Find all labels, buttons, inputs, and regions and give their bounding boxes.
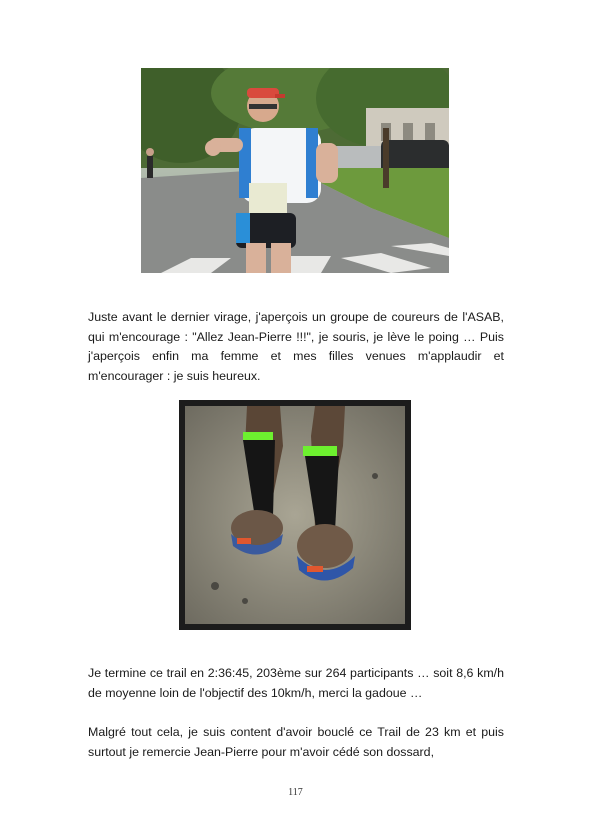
muddy-legs-photo xyxy=(185,406,405,624)
muddy-legs-photo-frame xyxy=(179,400,411,630)
paragraph-race-result: Je termine ce trail en 2:36:45, 203ème sur 264 participants … soit 8,6 km/h de moyenne loin de l'objectif des 10km/h, merci la gadoue … xyxy=(88,666,504,700)
muddy-legs-photo-image xyxy=(185,406,405,624)
paragraph-asab-encouragement: Juste avant le dernier virage, j'aperçois un groupe de coureurs de l'ASAB, qui m'encourage : "Allez Jean-Pierre !!!", je souris, je lève le poing … Puis j'aperçois enfin ma femme et mes filles venues m'applaudir et m'encourager : je suis heureux. xyxy=(88,310,504,383)
runner-photo xyxy=(141,68,449,273)
runner-photo-image xyxy=(141,68,449,273)
paragraph-conclusion: Malgré tout cela, je suis content d'avoir bouclé ce Trail de 23 km et puis surtout je remercie Jean-Pierre pour m'avoir cédé son dossard, xyxy=(88,725,504,759)
page-number: 117 xyxy=(288,787,303,798)
